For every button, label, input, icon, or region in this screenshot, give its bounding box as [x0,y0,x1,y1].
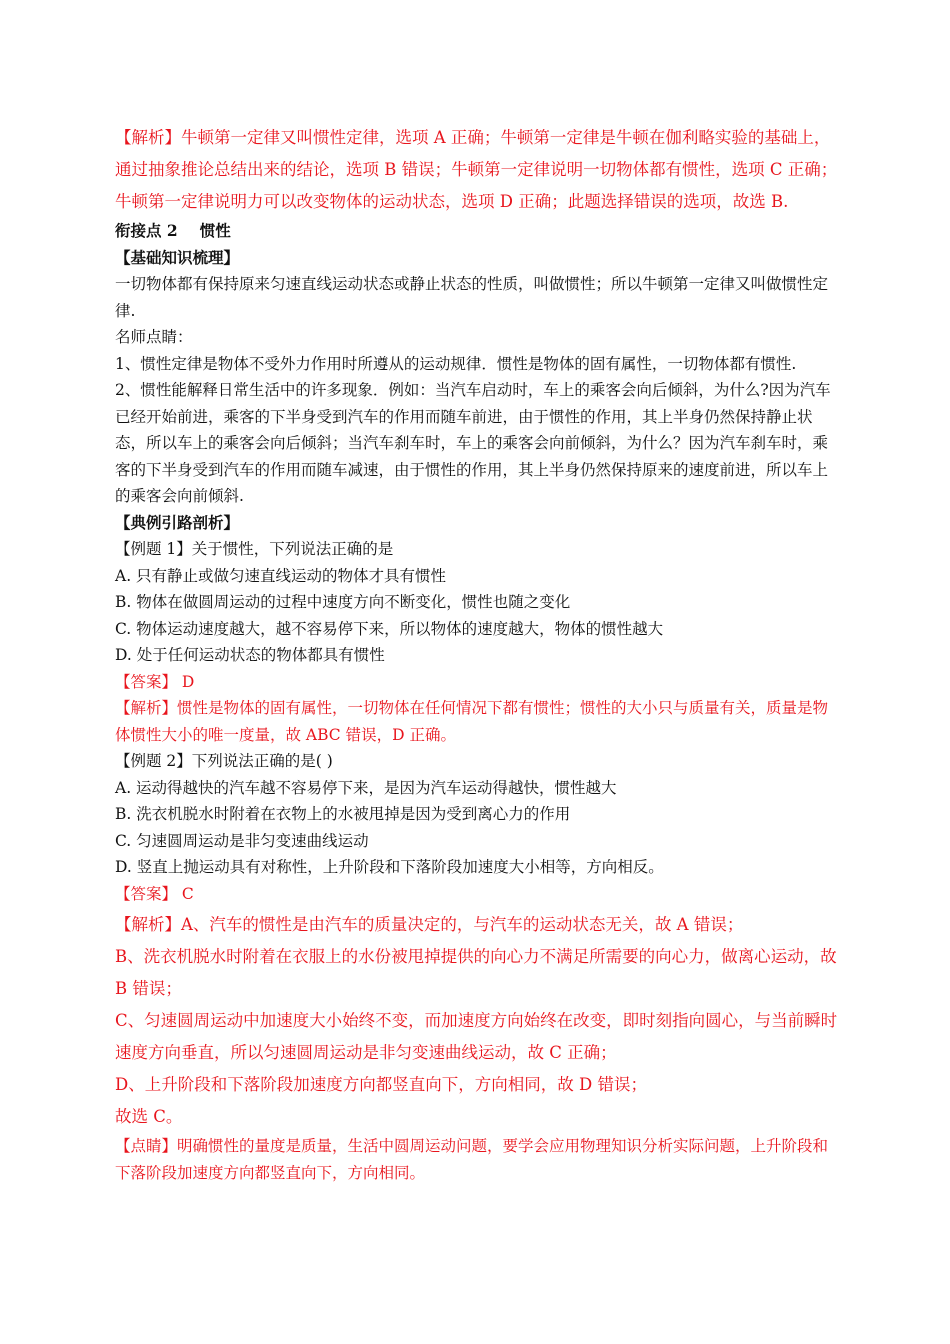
example-1-answer: 【答案】 D [115,672,195,691]
example-1-option-d: D. 处于任何运动状态的物体都具有惯性 [115,646,385,664]
tips-item-2: 2、惯性能解释日常生活中的许多现象．例如：当汽车启动时，车上的乘客会向后倾斜，为什么?因为汽车已经开始前进，乘客的下半身受到汽车的作用而随车前进，由于惯性的作用，其上半身仍然保持静止状态，所以车上的乘客会向后倾斜；当汽车刹车时，车上的乘客会向前倾斜，为什么？因为汽车刹车时，乘客的下半身受到汽车的作用而随车减速，由于惯性的作用，其上半身仍然保持原来的速度前进，所以车上的乘客会向前倾斜. [115,381,831,505]
example-2-analysis-a: 【解析】A、汽车的惯性是由汽车的质量决定的，与汽车的运动状态无关，故 A 错误； [115,915,744,934]
example-2-analysis-conclusion: 故选 C。 [115,1107,183,1126]
document-page [115,122,840,1186]
section-title: 惯性 [199,221,231,240]
example-1-option-a: A. 只有静止或做匀速直线运动的物体才具有惯性 [115,566,447,585]
example-2-option-b: B. 洗衣机脱水时附着在衣物上的水被甩掉是因为受到离心力的作用 [115,805,571,823]
example-2-option-a: A. 运动得越快的汽车越不容易停下来，是因为汽车运动得越快，惯性越大 [115,778,617,797]
example-2-option-c: C. 匀速圆周运动是非匀变速曲线运动 [115,831,369,850]
example-2-analysis-b: B、洗衣机脱水时附着在衣服上的水份被甩掉提供的向心力不满足所需要的向心力，做离心运动，故 B 错误； [115,947,837,998]
example-1-stem: 【例题 1】关于惯性，下列说法正确的是 [115,540,394,558]
basic-knowledge-paragraph: 一切物体都有保持原来匀速直线运动状态或静止状态的性质，叫做惯性；所以牛顿第一定律又叫做惯性定律. [115,275,829,320]
example-2-tip: 【点睛】明确惯性的量度是质量，生活中圆周运动问题，要学会应用物理知识分析实际问题，上升阶段和下落阶段加速度方向都竖直向下，方向相同。 [115,1137,829,1182]
section-heading [115,218,840,245]
example-1-option-b: B. 物体在做圆周运动的过程中速度方向不断变化，惯性也随之变化 [115,593,571,611]
section-label: 衔接点 2 [115,221,178,240]
example-2-analysis-c: C、匀速圆周运动中加速度大小始终不变，而加速度方向始终在改变，即时刻指向圆心，与当前瞬时速度方向垂直，所以匀速圆周运动是非匀变速曲线运动，故 C 正确； [115,1011,838,1062]
example-2-option-d: D. 竖直上抛运动具有对称性，上升阶段和下落阶段加速度大小相等，方向相反。 [115,858,664,876]
example-2-answer: 【答案】 C [115,884,194,903]
basic-knowledge-heading: 【基础知识梳理】 [115,247,240,267]
analysis-paragraph-1: 【解析】牛顿第一定律又叫惯性定律，选项 A 正确；牛顿第一定律是牛顿在伽利略实验的基础上，通过抽象推论总结出来的结论，选项 B 错误；牛顿第一定律说明一切物体都有惯性，选项 C 正确；牛顿第一定律说明力可以改变物体的运动状态，选项 D 正确；此题选择错误的选项，故选 B. [115,128,838,211]
tips-label: 名师点睛： [115,328,193,346]
example-1-option-c: C. 物体运动速度越大，越不容易停下来，所以物体的速度越大，物体的惯性越大 [115,619,664,638]
tips-item-1: 1、惯性定律是物体不受外力作用时所遵从的运动规律．惯性是物体的固有属性，一切物体都有惯性. [115,354,797,373]
example-1-analysis: 【解析】惯性是物体的固有属性，一切物体在任何情况下都有惯性；惯性的大小只与质量有关，质量是物体惯性大小的唯一度量，故 ABC 错误，D 正确。 [115,699,829,744]
example-2-stem: 【例题 2】下列说法正确的是( ) [115,752,333,770]
example-2-analysis-d: D、上升阶段和下落阶段加速度方向都竖直向下，方向相同，故 D 错误； [115,1075,647,1094]
example-heading: 【典例引路剖析】 [115,512,240,532]
